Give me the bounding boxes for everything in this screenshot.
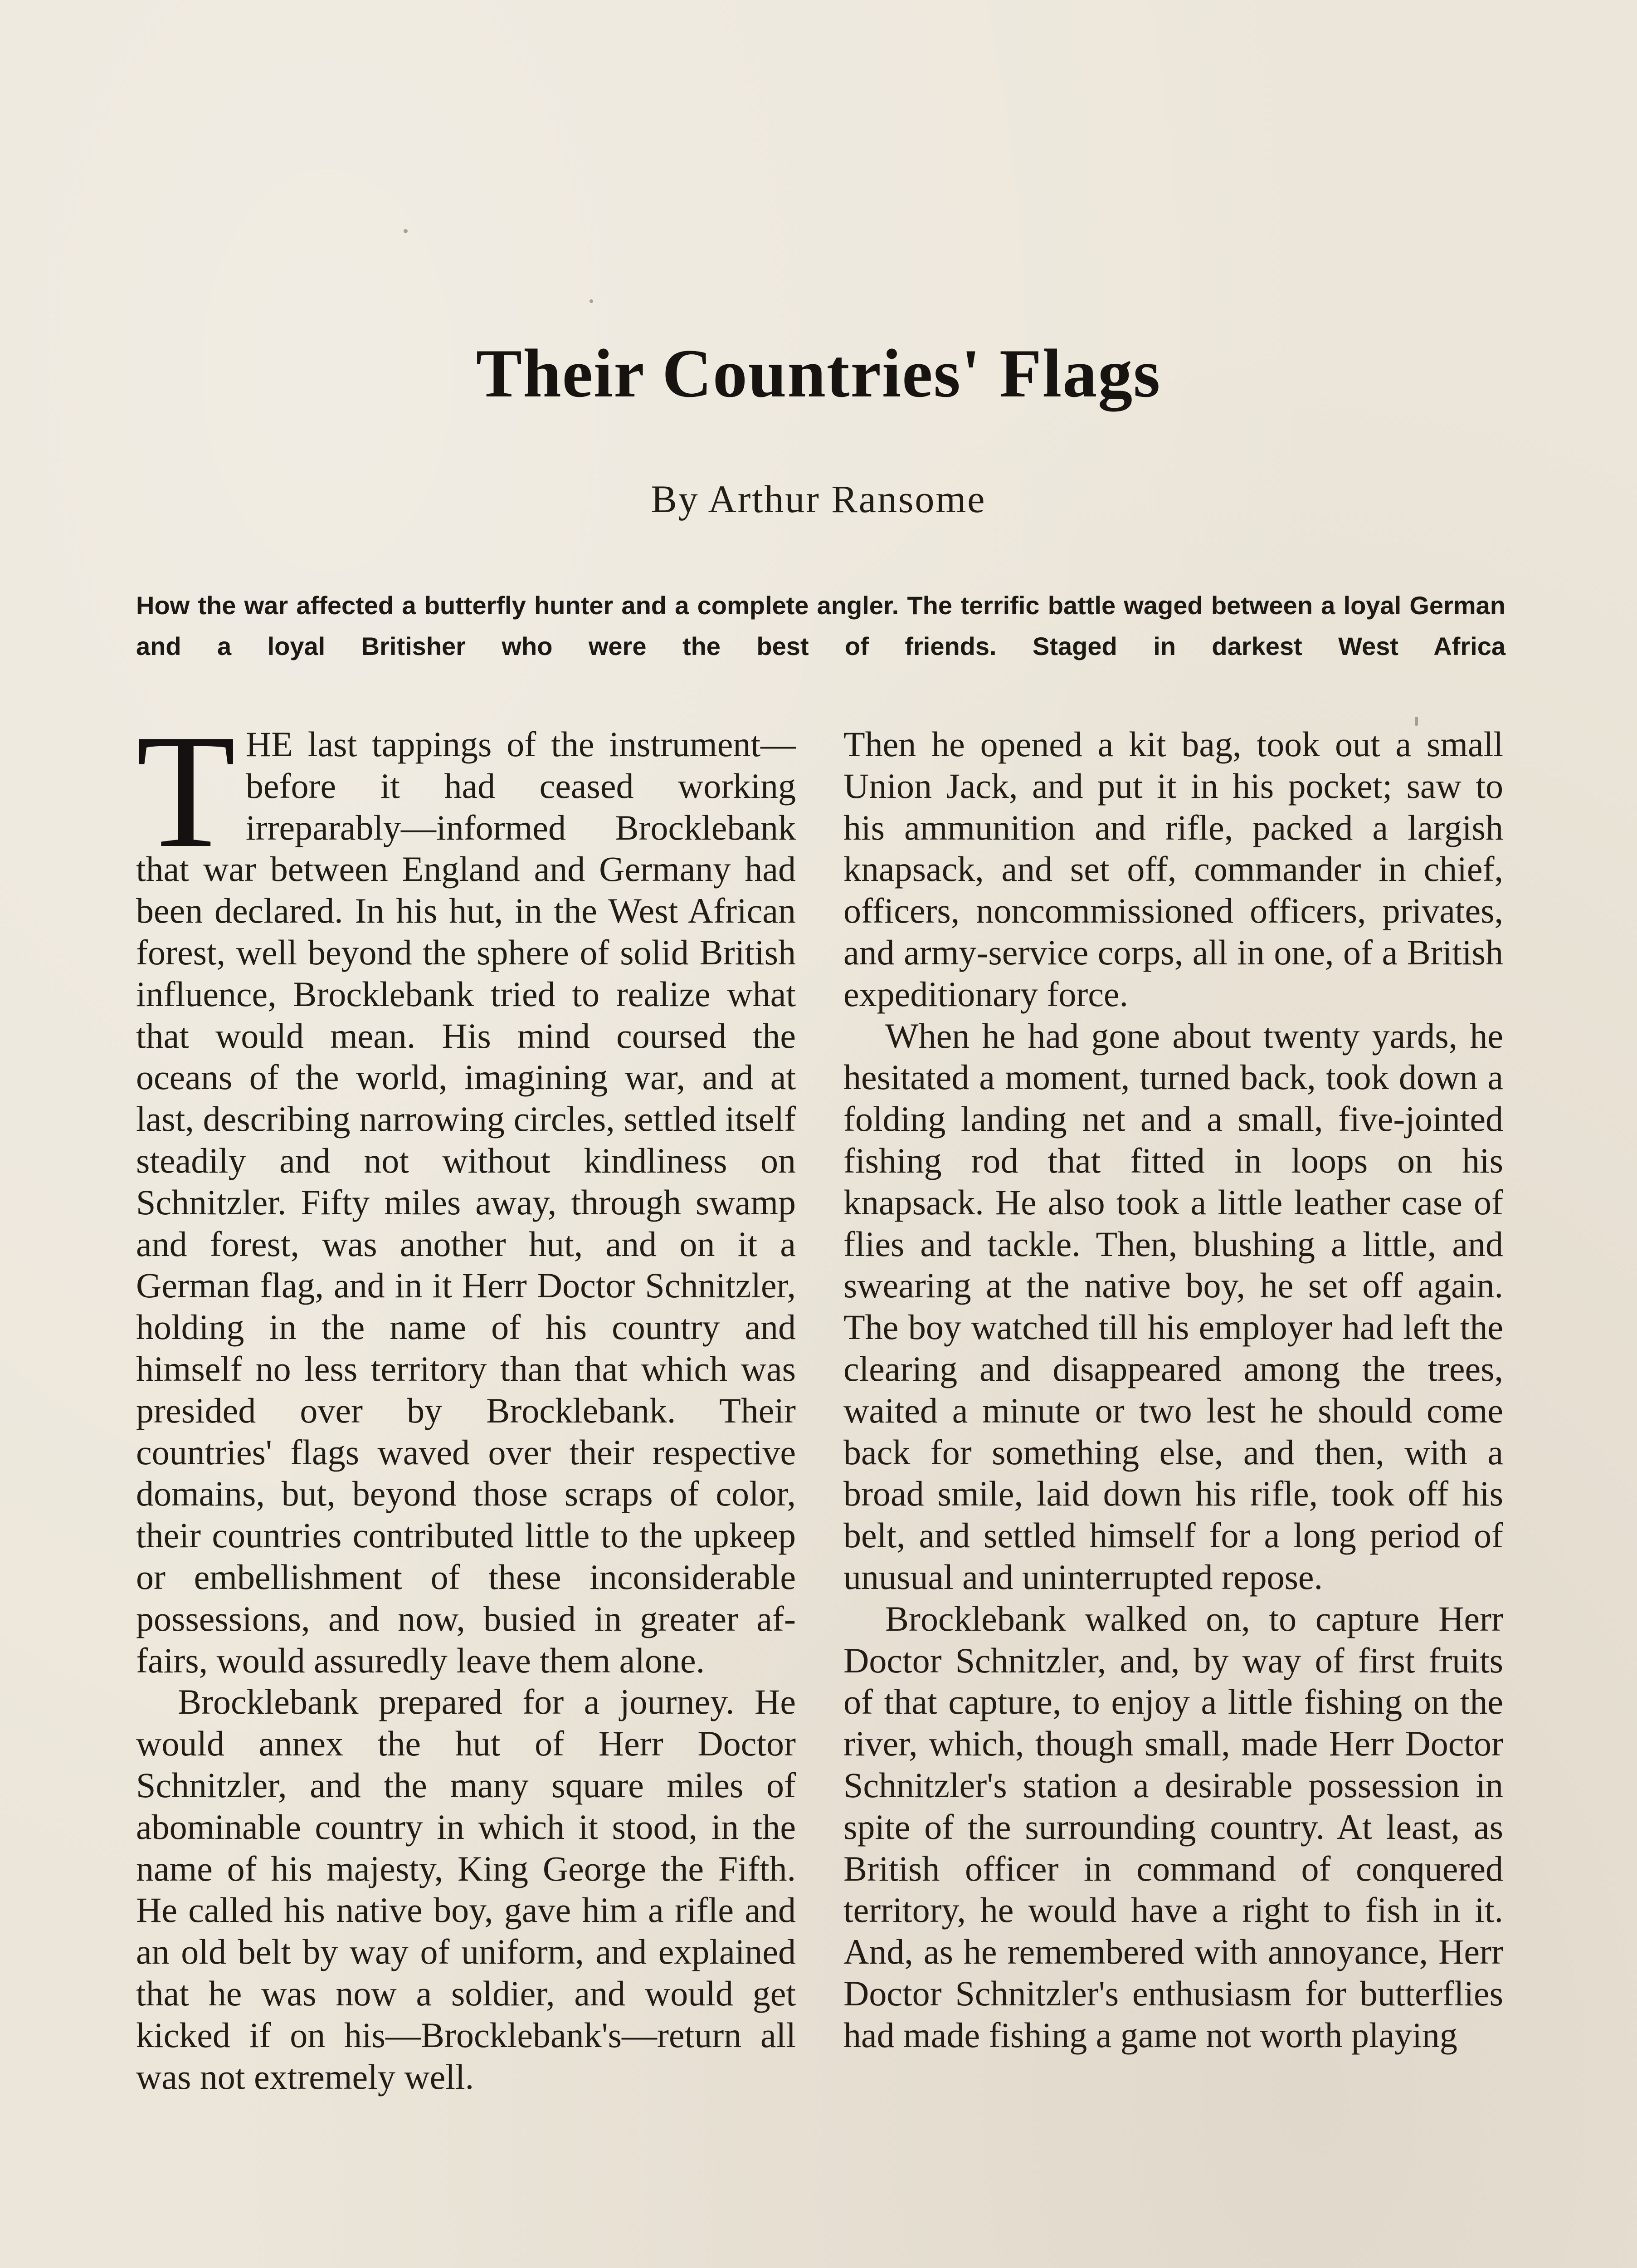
paragraph: [136, 700, 796, 1681]
right-column: [843, 723, 1503, 2056]
paper-speck: [590, 299, 593, 303]
drop-cap: T: [136, 700, 236, 881]
paragraph: Brocklebank walked on, to capture Herr Doctor Schnitzler, and, by way of first fruits of that capture, to enjoy a little fishing on the river, which, though small, made Herr Doctor Schnitzler's station a desirable possession in spite of the surrounding country. At least, as British officer in command of conquered territory, he would have a right to fish in it. And, as he remembered with annoyance, Herr Doctor Schnitzler's enthusiasm for butterflies had made fishing a game not worth playing: [843, 1598, 1503, 2055]
paragraph-text: HE last tappings of the instrument—before it had ceased working irreparably—informed Brocklebank that war between England and Germany had been declared. In his hut, in the West African forest, well beyond the sphere of solid British influence, Brocklebank tried to realize what that would mean. His mind coursed the oceans of the world, imagining war, and at last, describing narrowing circles, settled itself steadily and not without kindliness on Schnitzler. Fifty miles away, through swamp and forest, was another hut, and on it a German flag, and in it Herr Doctor Schnitzler, holding in the name of his country and himself no less territory than that which was presided over by Brocklebank. Their countries' flags waved over their respective domains, but, beyond those scraps of color, their countries contributed little to the upkeep or embellishment of these inconsiderable possessions, and now, busied in greater affairs, would assuredly leave them alone.: [136, 724, 796, 1680]
left-column: [136, 700, 796, 2097]
paragraph: Brocklebank prepared for a journey. He would annex the hut of Herr Doctor Schnitzler, and the many square miles of abominable country in which it stood, in the name of his majesty, King George the Fifth. He called his native boy, gave him a rifle and an old belt by way of uniform, and explained that he was now a soldier, and would get kicked if on his—Brocklebank's—return all was not extremely well.: [136, 1682, 796, 2097]
article-title: Their Countries' Flags: [476, 335, 1161, 411]
paragraph: When he had gone about twenty yards, he hesitated a moment, turned back, took down a folding landing net and a small, five-jointed fishing rod that fitted in loops on his knapsack. He also took a little leather case of flies and tackle. Then, blushing a little, and swearing at the native boy, he set off again. The boy watched till his employer had left the clearing and disappeared among the trees, waited a minute or two lest he should come back for something else, and then, with a broad smile, laid down his rifle, took off his belt, and settled himself for a long period of unusual and uninterrupted repose.: [843, 1016, 1503, 1597]
article-deck: How the war affected a butterfly hunter and a complete angler. The terrific battle waged between a loyal German and a loyal Britisher who were the best of friends. Staged in darkest West Africa: [136, 591, 1505, 660]
paper-speck: [404, 229, 408, 233]
paragraph: Then he opened a kit bag, took out a small Union Jack, and put it in his pocket; saw to his ammunition and rifle, packed a largish knapsack, and set off, commander in chief, officers, noncommissioned officers, privates, and army-service corps, all in one, of a British expeditionary force.: [843, 724, 1503, 1014]
author-byline: By Arthur Ransome: [651, 477, 986, 521]
